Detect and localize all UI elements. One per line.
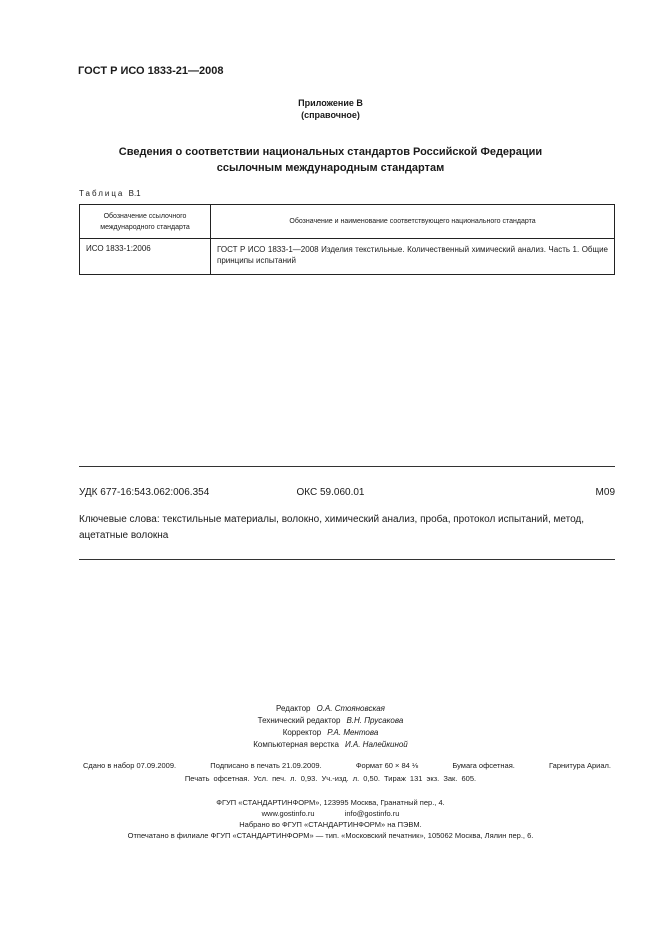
udk-code: УДК 677-16:543.062:006.354 (79, 487, 210, 498)
print-font: Гарнитура Ариал. (549, 761, 611, 770)
annex-title: Приложение В (298, 98, 363, 108)
correspondence-table (79, 204, 615, 275)
staff-credits (0, 703, 661, 751)
staff-row (0, 739, 661, 751)
publisher-contacts (0, 808, 661, 819)
table-row (80, 239, 615, 275)
staff-role: Редактор (276, 704, 311, 713)
print-paper: Бумага офсетная. (452, 761, 515, 770)
header-intl-standard: Обозначение ссылочного международного стандарта (80, 205, 211, 239)
staff-row (0, 715, 661, 727)
divider-bottom (79, 559, 615, 560)
staff-row (0, 703, 661, 715)
printing-details-2: Печать офсетная. Усл. печ. л. 0,93. Уч.-изд. л. 0,50. Тираж 131 экз. Зак. 605. (184, 774, 477, 783)
staff-name: О.А. Стояновская (316, 704, 385, 713)
table-caption-word: Таблица (79, 189, 125, 198)
publisher-info (0, 797, 661, 841)
publisher-typeset: Набрано во ФГУП «СТАНДАРТИНФОРМ» на ПЭВМ. (239, 820, 422, 829)
section-title (0, 144, 661, 176)
section-title-line1: Сведения о соответствии национальных стандартов Российской Федерации (118, 146, 543, 158)
section-title-line2: ссылочным международным стандартам (216, 162, 445, 174)
staff-role: Технический редактор (257, 716, 341, 725)
publisher-printed: Отпечатано в филиале ФГУП «СТАНДАРТИНФОРМ» — тип. «Московский печатник», 105062 Москва, Лялин пер., 6. (127, 831, 534, 840)
print-signed: Подписано в печать 21.09.2009. (210, 761, 322, 770)
table-header-row (80, 205, 615, 239)
keywords: Ключевые слова: текстильные материалы, волокно, химический анализ, проба, протокол испытаний, метод, ацетатные волокна (79, 514, 585, 541)
print-submitted: Сдано в набор 07.09.2009. (83, 761, 177, 770)
classification-code: М09 (595, 487, 615, 498)
publisher-website: www.gostinfo.ru (261, 809, 315, 818)
annex-subtitle: (справочное) (301, 110, 360, 120)
print-format: Формат 60 × 84 ⅛ (355, 761, 419, 770)
header-national-standard: Обозначение и наименование соответствующего национального стандарта (211, 205, 615, 239)
publisher-address: ФГУП «СТАНДАРТИНФОРМ», 123995 Москва, Гранатный пер., 4. (216, 798, 445, 807)
staff-role: Компьютерная верстка (253, 740, 339, 749)
staff-name: И.А. Налейкиной (344, 740, 408, 749)
printing-details (83, 761, 611, 770)
staff-name: Р.А. Ментова (327, 728, 379, 737)
document-header: ГОСТ Р ИСО 1833-21—2008 (78, 65, 224, 77)
cell-national-standard: ГОСТ Р ИСО 1833-1—2008 Изделия текстильные. Количественный химический анализ. Часть 1. Общие принципы испытаний (211, 239, 615, 275)
divider-top (79, 466, 615, 467)
table-caption (79, 189, 141, 198)
staff-name: В.Н. Прусакова (346, 716, 404, 725)
annex-heading (0, 97, 661, 121)
staff-role: Корректор (282, 728, 322, 737)
oks-code: ОКС 59.060.01 (296, 487, 365, 498)
cell-intl-standard: ИСО 1833-1:2006 (80, 239, 211, 275)
table-caption-number: В.1 (128, 189, 141, 198)
publisher-email: info@gostinfo.ru (344, 809, 400, 818)
staff-row (0, 727, 661, 739)
